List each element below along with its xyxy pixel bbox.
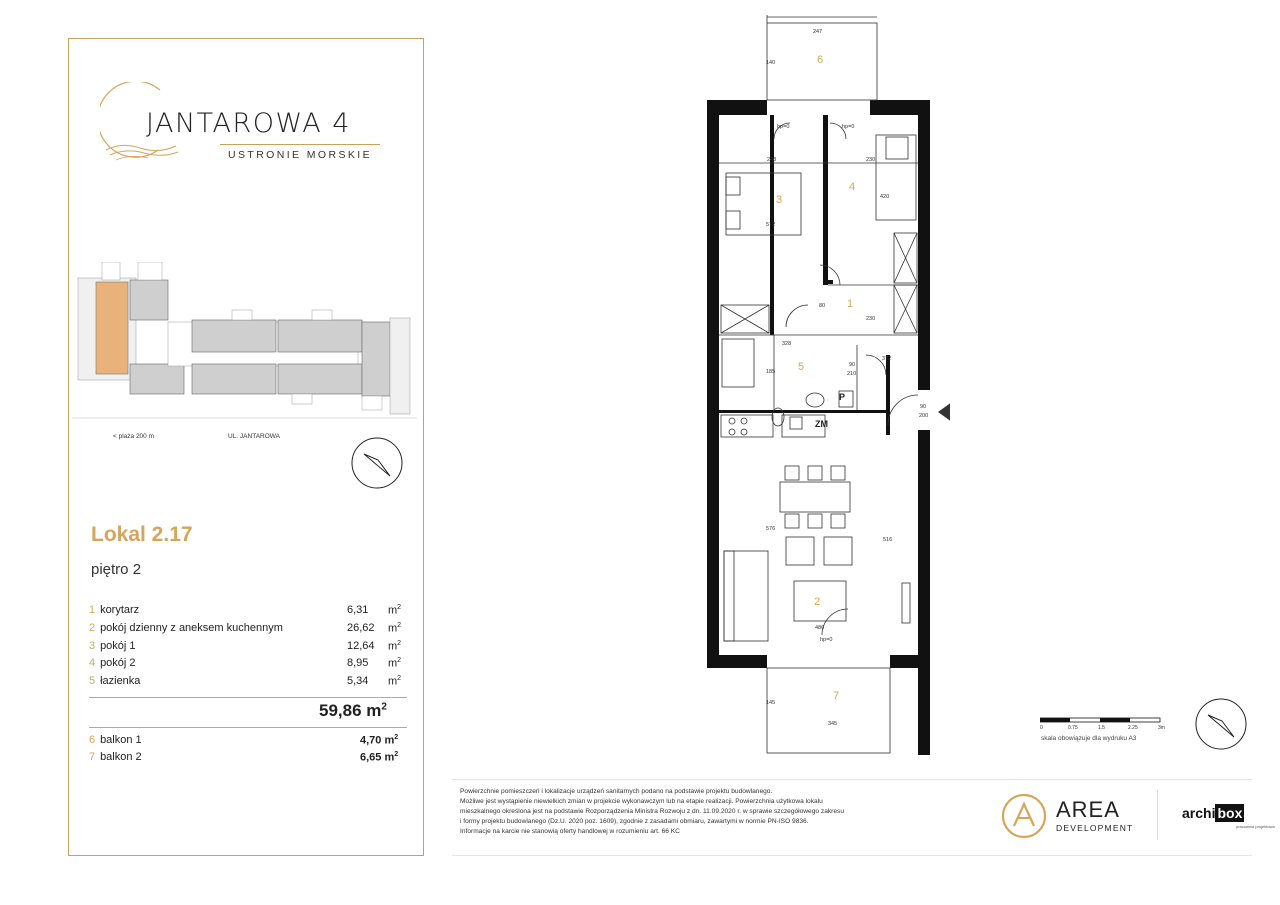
beach-distance-label: < plaża 200 m xyxy=(113,433,155,440)
developer-name: AREA xyxy=(1056,797,1120,822)
room-row xyxy=(89,657,409,673)
plan-compass-icon xyxy=(1194,697,1248,751)
room-area: 8,95 xyxy=(347,657,369,669)
brand-title: JANTAROWA 4 xyxy=(146,108,351,139)
room-number: 3 xyxy=(89,640,96,652)
dim-210: 210 xyxy=(847,371,857,377)
total-separator-top xyxy=(89,697,407,698)
room-number: 4 xyxy=(89,657,96,669)
balcony-number: 7 xyxy=(89,751,96,763)
disclaimer-line: i formy projektu budowlanego (Dz.U. 2020 poz. 1609), zgodnie z zasadami obmiaru, zawartymi w normie PN-ISO 9836. xyxy=(460,818,809,825)
dim-80: 80 xyxy=(819,303,826,309)
dim-hp-c: hp=0 xyxy=(820,637,833,643)
room-name: pokój 2 xyxy=(100,657,136,669)
room-row xyxy=(89,640,409,656)
dim-185: 185 xyxy=(766,369,776,375)
dim-145: 145 xyxy=(766,700,776,706)
dim-hp-b: hp=0 xyxy=(842,124,855,130)
archibox-text-1: archi xyxy=(1182,805,1216,821)
dim-516: 516 xyxy=(883,537,893,543)
site-keyplan xyxy=(72,262,417,422)
dim-90b: 90 xyxy=(920,404,927,410)
room-name: korytarz xyxy=(100,604,140,616)
unit-floor: piętro 2 xyxy=(91,561,142,578)
dim-248: 248 xyxy=(767,157,777,163)
plan-room-2: 2 xyxy=(814,596,821,608)
balcony-area: 6,65 $m^2$ xyxy=(360,751,399,764)
dim-hp-a: hp=0 xyxy=(777,124,790,130)
disclaimer-line: Informacje na karcie nie stanowią oferty handlowej w rozumieniu art. 66 KC xyxy=(460,828,680,835)
plan-room-7: 7 xyxy=(833,690,840,702)
area-logo-icon xyxy=(1000,792,1048,840)
plan-room-3: 3 xyxy=(776,194,783,206)
room-area: 5,34 xyxy=(347,675,369,687)
plan-room-6: 6 xyxy=(817,54,824,66)
dim-328: 328 xyxy=(782,341,792,347)
total-separator-bottom xyxy=(89,727,407,728)
plan-room-5: 5 xyxy=(798,361,805,373)
north-compass-icon xyxy=(350,436,404,490)
disclaimer-line: Możliwe jest wystąpienie niewielkich zmian w projekcie wykonawczym lub na etapie realizacji. Powierzchnia użytkowa lokalu xyxy=(460,798,823,805)
developer-subtitle: DEVELOPMENT xyxy=(1056,823,1134,833)
room-area: 12,64 xyxy=(347,640,375,652)
footer-vertical-divider xyxy=(1157,790,1158,840)
dim-200: 200 xyxy=(919,413,929,419)
room-area: 26,62 xyxy=(347,622,375,634)
room-row xyxy=(89,622,409,638)
footer-divider-top xyxy=(452,779,1252,780)
balcony-row xyxy=(89,734,409,750)
disclaimer-line: Powierzchnie pomieszczeń i lokalizacje urządzeń sanitarnych podano na podstawie projektu budowlanego. xyxy=(460,788,773,795)
archibox-tagline: pracownia projektowa xyxy=(1236,824,1275,829)
dim-247: 247 xyxy=(813,29,823,35)
room-area: 6,31 xyxy=(347,604,369,616)
room-unit: $m^2$ xyxy=(388,657,402,670)
footer-divider-bottom xyxy=(452,855,1252,856)
dim-230b: 230 xyxy=(866,316,876,322)
room-row xyxy=(89,675,409,691)
room-unit: $m^2$ xyxy=(388,604,402,617)
room-name: łazienka xyxy=(100,675,141,687)
dim-372: 372 xyxy=(882,356,892,362)
disclaimer xyxy=(460,787,900,837)
room-number: 5 xyxy=(89,675,96,687)
room-row xyxy=(89,604,409,620)
disclaimer-line: mieszkalnego określona jest na podstawie Rozporządzenia Ministra Rozwoju z dn. 11.09.2020 r. w sprawie szczegółowego zakresu xyxy=(460,808,844,815)
plan-zm-label: ZM xyxy=(815,419,828,429)
street-label: UL. JANTAROWA xyxy=(228,433,281,440)
archibox-text-2: box xyxy=(1217,805,1243,821)
scale-tick-label: 0 xyxy=(1040,725,1043,731)
archibox-logo xyxy=(1182,804,1275,829)
brand-divider xyxy=(220,144,380,145)
floor-plan xyxy=(690,15,950,765)
balcony-number: 6 xyxy=(89,734,96,746)
dim-345: 345 xyxy=(828,721,838,727)
plan-room-4: 4 xyxy=(849,181,856,193)
scale-tick-label: 0.75 xyxy=(1068,725,1078,731)
scale-tick-label: 1.5 xyxy=(1098,725,1105,731)
dim-572: 572 xyxy=(766,222,776,228)
brand-subtitle: USTRONIE MORSKIE xyxy=(228,149,372,161)
room-unit: $m^2$ xyxy=(388,622,402,635)
balcony-area: 4,70 $m^2$ xyxy=(360,734,399,747)
room-name: pokój 1 xyxy=(100,640,136,652)
dim-90: 90 xyxy=(849,362,856,368)
scale-tick-label: 2.25 xyxy=(1128,725,1138,731)
scale-note: skala obowiązuje dla wydruku A3 xyxy=(1041,735,1137,742)
dim-420: 420 xyxy=(880,194,890,200)
room-unit: $m^2$ xyxy=(388,640,402,653)
dim-486: 486 xyxy=(815,625,825,631)
balcony-row xyxy=(89,751,409,767)
dim-576: 576 xyxy=(766,526,776,532)
dim-230a: 230 xyxy=(866,157,876,163)
room-number: 2 xyxy=(89,622,96,634)
plan-room-1: 1 xyxy=(847,298,854,310)
plan-p-label: P xyxy=(839,392,846,402)
balcony-name: balkon 2 xyxy=(100,751,142,763)
dim-140: 140 xyxy=(766,60,776,66)
unit-title: Lokal 2.17 xyxy=(91,523,193,546)
scale-tick-label: 3m xyxy=(1158,725,1165,731)
balcony-name: balkon 1 xyxy=(100,734,142,746)
room-unit: $m^2$ xyxy=(388,675,402,688)
room-number: 1 xyxy=(89,604,96,616)
room-name: pokój dzienny z aneksem kuchennym xyxy=(100,622,283,634)
total-area: 59,86 $m^2$ xyxy=(319,701,387,720)
